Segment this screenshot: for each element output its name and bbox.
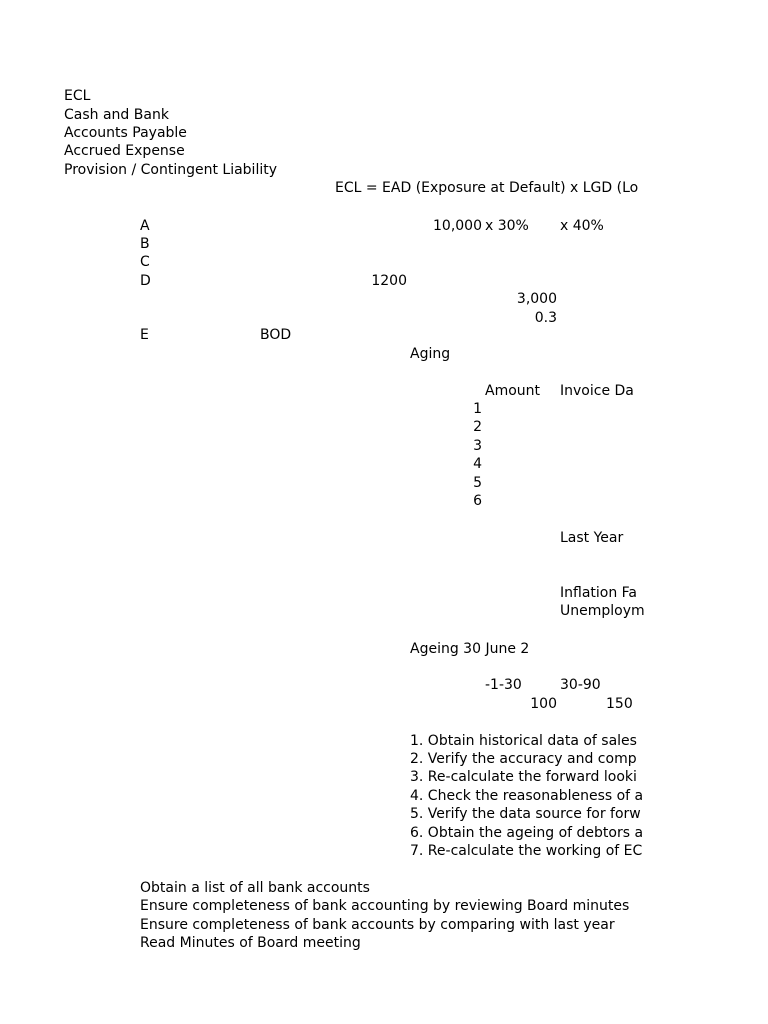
bank-procedure-item: Ensure completeness of bank accounts by comparing with last year <box>140 917 615 933</box>
row-d-value: 1200 <box>371 273 407 289</box>
bank-procedure-item: Obtain a list of all bank accounts <box>140 880 370 896</box>
row-d-sub-value-2: 0.3 <box>534 310 557 326</box>
aging-row-number: 2 <box>473 419 482 435</box>
aging-col-amount: Amount <box>485 383 541 399</box>
aging-row-number: 3 <box>473 438 482 454</box>
topic-accounts-payable: Accounts Payable <box>64 125 187 141</box>
topic-cash-and-bank: Cash and Bank <box>64 107 169 123</box>
topic-provision: Provision / Contingent Liability <box>64 162 278 178</box>
procedure-item: 2. Verify the accuracy and comp <box>410 751 637 767</box>
ecl-formula: ECL = EAD (Exposure at Default) x LGD (Lo <box>335 180 639 196</box>
procedure-item: 4. Check the reasonableness of a <box>410 788 644 804</box>
row-label-c: C <box>140 254 150 270</box>
ageing-june-title: Ageing 30 June 2 <box>410 641 530 657</box>
row-a-pd: x 40% <box>560 218 604 234</box>
row-d-sub-value-1: 3,000 <box>516 291 557 307</box>
bank-procedure-item: Ensure completeness of bank accounting by reviewing Board minutes <box>140 898 630 914</box>
ageing-band-2: 30-90 <box>560 677 601 693</box>
aging-row-number: 6 <box>473 493 482 509</box>
row-label-d: D <box>140 273 151 289</box>
procedure-item: 6. Obtain the ageing of debtors a <box>410 825 644 841</box>
topic-accrued-expense: Accrued Expense <box>64 143 185 159</box>
aging-col-invoice-date: Invoice Da <box>560 383 634 399</box>
row-label-a: A <box>140 218 150 234</box>
procedure-item: 3. Re-calculate the forward looki <box>410 769 637 785</box>
bank-procedure-item: Read Minutes of Board meeting <box>140 935 361 951</box>
row-label-e: E <box>140 327 149 343</box>
factor-unemployment: Unemploym <box>560 603 645 619</box>
aging-last-year: Last Year <box>560 530 624 546</box>
aging-row-number: 5 <box>473 475 482 491</box>
row-e-note: BOD <box>260 327 292 343</box>
procedure-item: 5. Verify the data source for forw <box>410 806 641 822</box>
ageing-value-1: 100 <box>530 696 557 712</box>
topic-ecl: ECL <box>64 88 91 104</box>
aging-row-number: 1 <box>473 401 482 417</box>
aging-row-number: 4 <box>473 456 482 472</box>
row-a-amount: 10,000 <box>433 218 482 234</box>
factor-inflation: Inflation Fa <box>560 585 638 601</box>
aging-title: Aging <box>410 346 451 362</box>
row-a-lgd: x 30% <box>485 218 529 234</box>
ageing-value-2: 150 <box>606 696 633 712</box>
ageing-band-1: -1-30 <box>485 677 522 693</box>
procedure-item: 7. Re-calculate the working of EC <box>410 843 643 859</box>
row-label-b: B <box>140 236 150 252</box>
procedure-item: 1. Obtain historical data of sales <box>410 733 637 749</box>
